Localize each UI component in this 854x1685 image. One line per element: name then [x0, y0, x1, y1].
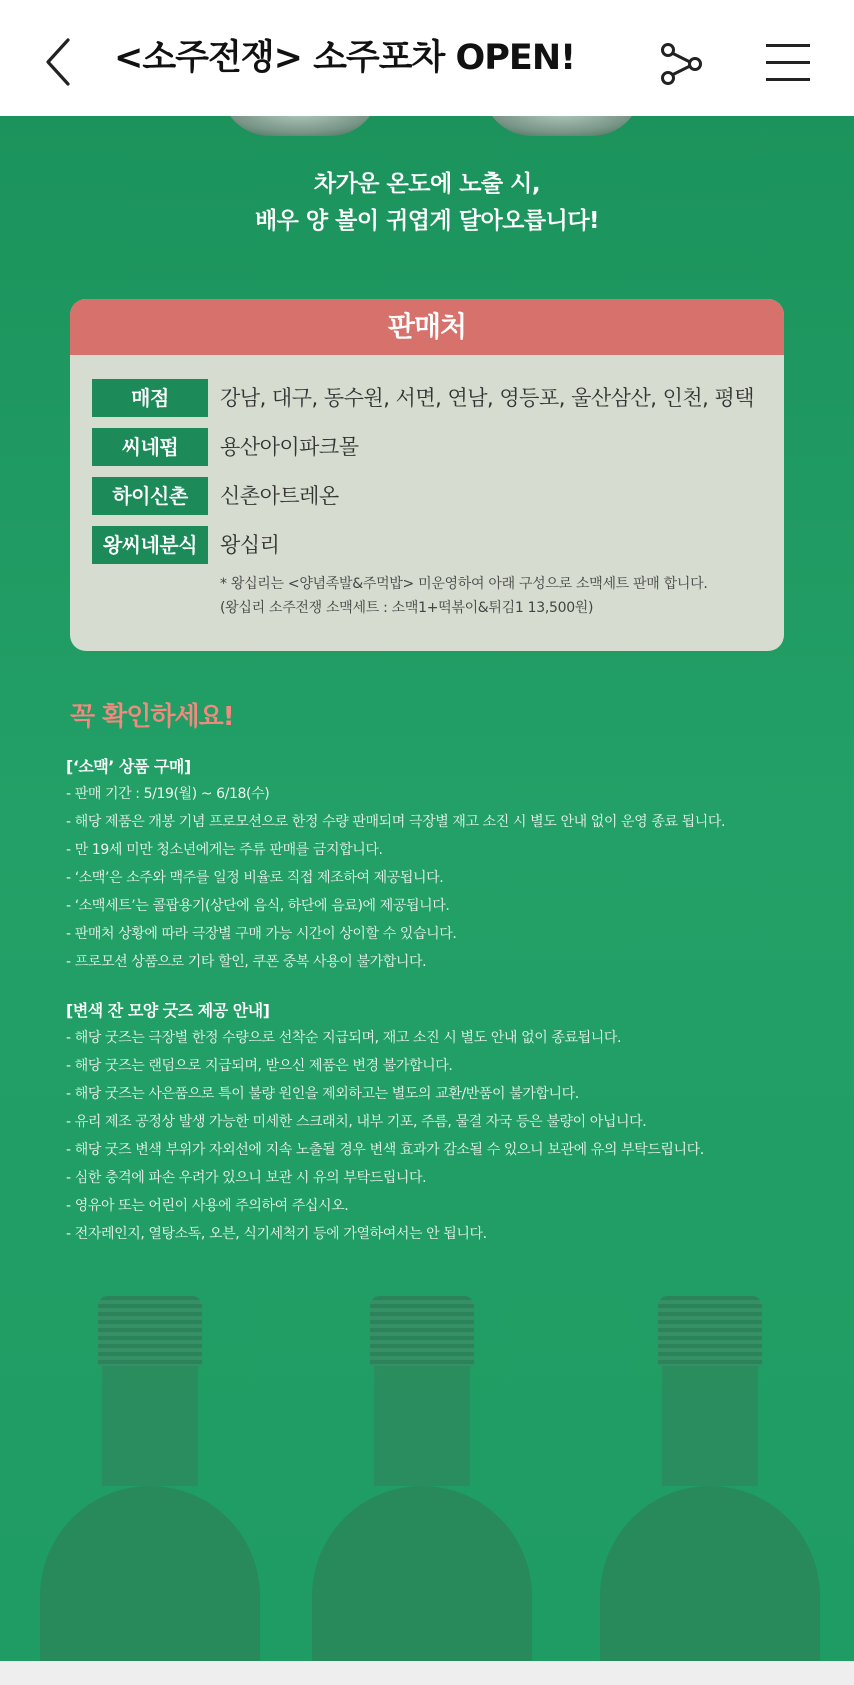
notice-list-soju [66, 780, 836, 976]
seller-tag: 씨네펍 [92, 428, 208, 466]
list-item: - 판매처 상황에 따라 극장별 구매 가능 시간이 상이할 수 있습니다. [66, 926, 457, 942]
notice-list-goods [66, 1024, 836, 1248]
list-item: - 전자레인지, 열탕소독, 오븐, 식기세척기 등에 가열하여서는 안 됩니다. [66, 1226, 487, 1242]
share-button[interactable] [660, 42, 702, 86]
event-detail-content[interactable] [0, 116, 854, 1661]
page-title: <소주전쟁> 소주포차 OPEN! [114, 38, 576, 78]
list-item: - 영유아 또는 어린이 사용에 주의하여 주십시오. [66, 1198, 349, 1214]
list-item: - 해당 굿즈는 사은품으로 특이 불량 원인을 제외하고는 별도의 교환/반품이 불가합니다. [66, 1086, 579, 1102]
list-item: - 유리 제조 공정상 발생 가능한 미세한 스크래치, 내부 기포, 주름, 물결 자국 등은 불량이 아닙니다. [66, 1114, 647, 1130]
back-button[interactable] [40, 36, 76, 88]
list-item: - 해당 굿즈는 극장별 한정 수량으로 선착순 지급되며, 재고 소진 시 별도 안내 없이 종료됩니다. [66, 1030, 622, 1046]
seller-card [70, 299, 784, 651]
intro-line-2: 배우 양 볼이 귀엽게 달아오릅니다! [254, 208, 600, 234]
hamburger-menu-icon [766, 44, 810, 47]
top-app-bar [0, 0, 854, 116]
seller-note-line-2: (왕십리 소주전쟁 소맥세트 : 소맥1+떡볶이&튀김1 13,500원) [220, 600, 594, 616]
bottom-divider [0, 1661, 854, 1685]
list-item: - 해당 제품은 개봉 기념 프로모션으로 한정 수량 판매되며 극장별 재고 소진 시 별도 안내 없이 운영 종료 됩니다. [66, 814, 726, 830]
seller-card-title: 판매처 [70, 299, 784, 355]
list-item: - 심한 충격에 파손 우려가 있으니 보관 시 유의 부탁드립니다. [66, 1170, 427, 1186]
seller-value: 왕십리 [220, 533, 280, 557]
list-item: - 해당 굿즈 변색 부위가 자외선에 지속 노출될 경우 변색 효과가 감소될 수 있으니 보관에 유의 부탁드립니다. [66, 1142, 704, 1158]
list-item: - 판매 기간 : 5/19(월) ~ 6/18(수) [66, 786, 270, 802]
seller-value: 신촌아트레온 [220, 484, 339, 508]
seller-tag: 매점 [92, 379, 208, 417]
notice-section-title: [‘소맥’ 상품 구매] [66, 757, 191, 776]
seller-tag: 하이신촌 [92, 477, 208, 515]
chevron-left-icon [40, 36, 76, 88]
list-item: - 만 19세 미만 청소년에게는 주류 판매를 금지합니다. [66, 842, 383, 858]
list-item: - 프로모션 상품으로 기타 할인, 쿠폰 중복 사용이 불가합니다. [66, 954, 427, 970]
seller-note [220, 572, 780, 620]
list-item: - ‘소맥’은 소주와 맥주를 일정 비율로 직접 제조하여 제공됩니다. [66, 870, 444, 886]
seller-value: 용산아이파크몰 [220, 435, 359, 459]
share-icon [660, 42, 702, 86]
seller-tag: 왕씨네분식 [92, 526, 208, 564]
list-item: - 해당 굿즈는 랜덤으로 지급되며, 받으신 제품은 변경 불가합니다. [66, 1058, 453, 1074]
seller-note-line-1: * 왕십리는 <양념족발&주먹밥> 미운영하여 아래 구성으로 소맥세트 판매 합니다. [220, 576, 708, 592]
list-item: - ‘소맥세트’는 콜팝용기(상단에 음식, 하단에 음료)에 제공됩니다. [66, 898, 450, 914]
notice-section-title: [변색 잔 모양 굿즈 제공 안내] [66, 1001, 270, 1020]
intro-text [0, 166, 854, 240]
intro-line-1: 차가운 온도에 노출 시, [313, 171, 541, 197]
seller-value: 강남, 대구, 동수원, 서면, 연남, 영등포, 울산삼산, 인천, 평택 [220, 386, 755, 410]
hamburger-menu-button[interactable] [766, 44, 810, 84]
notice-title: 꼭 확인하세요! [70, 702, 234, 732]
